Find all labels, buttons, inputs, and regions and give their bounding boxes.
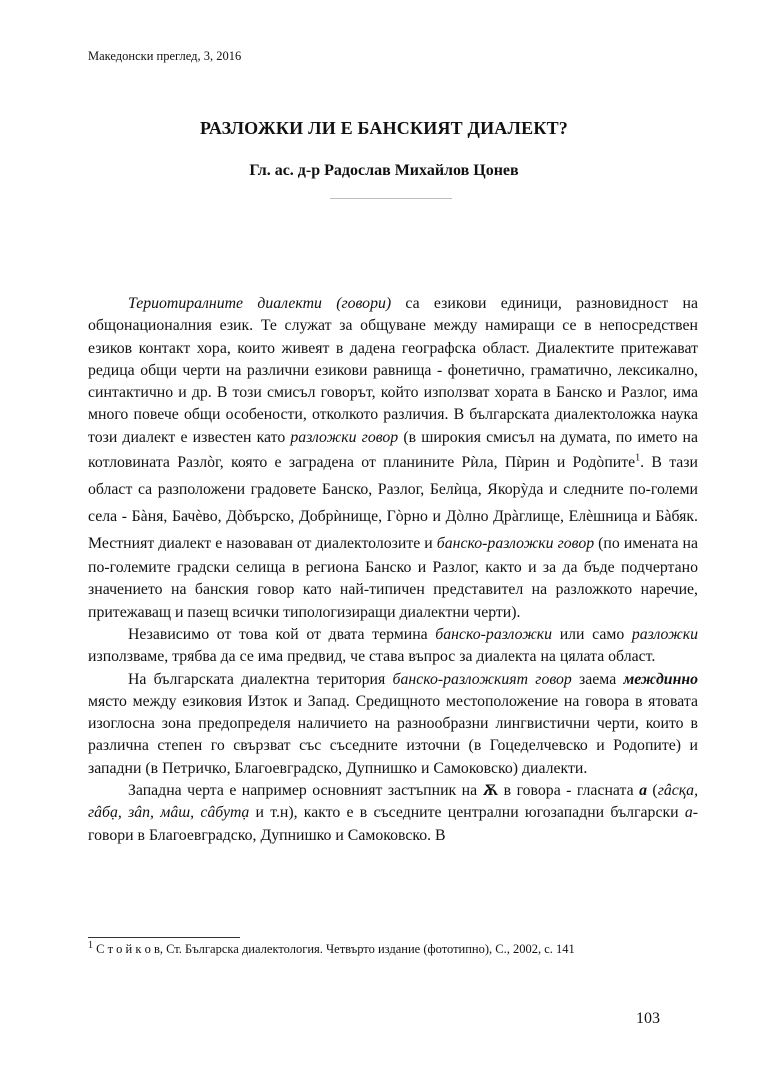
term-bold-italic: междинно <box>623 670 699 688</box>
big-yus-letter: Ѫ <box>482 782 499 800</box>
footnote-separator <box>88 937 240 938</box>
text-run: място между езиковия Изток и Запад. Средищното местоположение на говора в ятовата изоглосна зона предопределя наличието на разнообразни лингвистични черти, които в различна степен го свързват със съседните източни (в Гоцеделчевско и Родопите) и западни (в Петричко, Благоевградско, Дупнишко и Самоковско) диалекти. <box>88 692 698 777</box>
paragraph-2 <box>88 624 698 669</box>
text-run: са езикови единици, разновидност на общонационалния език. Те служат за общуване между намиращи се в непосредствен езиков контакт хора, които живеят в дадена географска област. Диалектите притежават редица общи черти на различни езикови равнища - фонетично, граматично, лексикално, синтактично и др. В този смисъл говорът, който използват хората в Банско и Разлог, има много повече общи особености, отколкото различия. В българската диалектоложка наука този диалект е известен като <box>88 295 698 446</box>
term-italic: разложки говор <box>290 428 399 446</box>
text-run: ( <box>646 782 658 800</box>
footnote-mark: 1 <box>88 939 93 951</box>
term-italic: а <box>684 804 693 822</box>
text-run: заема <box>571 670 624 688</box>
footnote-author: С т о й к о в <box>96 942 160 956</box>
term-italic: банско-разложкият говор <box>392 670 572 688</box>
page-number: 103 <box>636 1010 660 1027</box>
text-run: и т.н), както е в съседните централни югозападни български <box>249 804 685 822</box>
term-bold-italic: а <box>639 782 647 800</box>
text-run: На българската диалектна територия <box>128 670 393 688</box>
text-run: (в широкия смисъл на думата, по името на котловината Разлòг, която е заградена от планините Рѝла, Пѝрин и Родòпите <box>88 428 699 472</box>
paragraph-1 <box>88 293 698 624</box>
term-italic: Териотиралните диалекти (говори) <box>128 295 392 312</box>
footnote-text: , Ст. Българска диалектология. Четвърто издание (фототипно), С., 2002, с. 141 <box>159 942 575 956</box>
running-head: Македонски преглед, 3, 2016 <box>88 49 242 63</box>
text-run: . В тази област са разположени градовете Банско, Разлог, Белѝца, Якорỳда и следните по-големи села - Бàня, Бачѐво, Дòбърско, Добрѝнище, Гòрно и Дòлно Дрàглище, Елѐшница и Бàбяк. Местният диалект е назоваван от диалектолозите и <box>88 454 699 553</box>
footnote-reference[interactable]: 1 <box>635 452 641 464</box>
text-run: в говора - гласната <box>498 782 640 800</box>
article-title: РАЗЛОЖКИ ЛИ Е БАНСКИЯТ ДИАЛЕКТ? <box>200 118 568 138</box>
text-run: (по имената на по-големите градски селища в региона Банско и Разлог, както и за да бъде подчертано значението на банския говор като най-типичен представител на разложкото наречие, притежаващ и пазещ всички типологизиращи диалектни черти). <box>88 535 698 621</box>
text-run: Западна черта е например основният застъпник на <box>128 782 483 800</box>
examples-italic: гâсқа, гâбạ, зâп, мâш, сâбутạ <box>88 782 699 822</box>
term-italic: разложки <box>631 625 699 643</box>
term-italic: банско-разложки <box>435 625 553 643</box>
text-run: използваме, трябва да се има предвид, че става въпрос за диалекта на цялата област. <box>88 648 656 666</box>
text-run: Независимо от това кой от двата термина <box>128 625 436 643</box>
author-line: Гл. ас. д-р Радослав Михайлов Цонев <box>249 162 519 179</box>
term-italic: банско-разложки говор <box>436 535 595 553</box>
title-divider <box>330 198 452 199</box>
text-run: -говори в Благоевградско, Дупнишко и Самоковско. В <box>88 804 698 844</box>
text-run: или само <box>552 625 632 643</box>
paragraph-3 <box>88 669 698 780</box>
footnote <box>88 940 648 959</box>
article-body <box>88 293 698 847</box>
paragraph-4 <box>88 780 698 847</box>
